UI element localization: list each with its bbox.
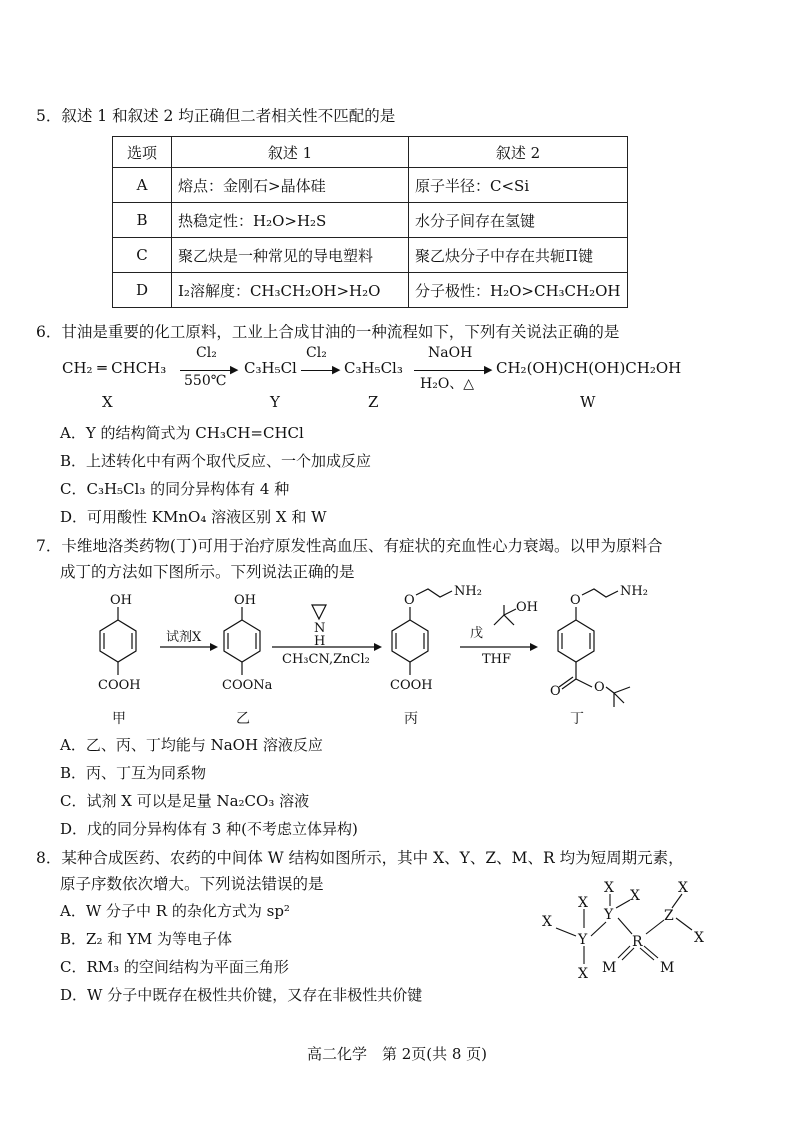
- row-statement-2: 原子半径：C<Si: [409, 168, 628, 203]
- label-w: W: [580, 393, 596, 411]
- arrow2-reagent: Cl₂: [306, 345, 327, 361]
- atom-y: Y: [578, 932, 588, 948]
- q7-option-c: C．试剂 X 可以是足量 Na₂CO₃ 溶液: [60, 792, 310, 810]
- q6-option-d: D．可用酸性 KMnO₄ 溶液区别 X 和 W: [60, 508, 327, 526]
- header-statement-1: 叙述 1: [172, 137, 409, 168]
- atom-x: X: [578, 966, 588, 982]
- atom-x: X: [578, 895, 588, 911]
- q7-option-b: B．丙、丁互为同系物: [60, 764, 207, 782]
- row-option: C: [113, 238, 172, 273]
- arrow-head: [530, 643, 538, 651]
- atom-x: X: [678, 880, 688, 896]
- atom-z: Z: [664, 908, 674, 924]
- q8-structure-w: [536, 878, 722, 984]
- table-row: [113, 273, 628, 308]
- atom-m: M: [660, 960, 675, 976]
- q5-stem: 5．叙述 1 和叙述 2 均正确但二者相关性不匹配的是: [36, 107, 396, 125]
- q6-stem: 6．甘油是重要的化工原料，工业上合成甘油的一种流程如下，下列有关说法正确的是: [36, 323, 620, 341]
- label-y: Y: [270, 393, 280, 411]
- arrow-head: [210, 643, 218, 651]
- ding-carbonyl-o: O: [550, 684, 561, 699]
- row-statement-2: 聚乙炔分子中存在共轭Π键: [409, 238, 628, 273]
- q6-option-b: B．上述转化中有两个取代反应、一个加成反应: [60, 452, 372, 470]
- q6-reaction-scheme: [0, 345, 794, 415]
- arrow3-line: [414, 370, 490, 371]
- atom-x: X: [630, 888, 640, 904]
- arrow3-head: ▶: [484, 363, 493, 376]
- q8-option-c: C．RM₃ 的空间结构为平面三角形: [60, 958, 289, 976]
- bing-nh2: NH₂: [454, 584, 482, 599]
- q7-option-d: D．戊的同分异构体有 3 种(不考虑立体异构): [60, 820, 358, 838]
- table-row: [113, 203, 628, 238]
- table-row: [113, 168, 628, 203]
- atom-x: X: [604, 880, 614, 896]
- table-row: [113, 238, 628, 273]
- arrow-head: [374, 643, 382, 651]
- label-x: X: [102, 393, 113, 411]
- q6-option-c: C．C₃H₅Cl₃ 的同分异构体有 4 种: [60, 480, 290, 498]
- jia-oh: OH: [110, 593, 132, 608]
- arrow1-line: [180, 370, 236, 371]
- q7-stem-line2: 成丁的方法如下图所示。下列说法正确的是: [60, 563, 355, 581]
- atom-r: R: [632, 934, 643, 950]
- species-x: CH₂ ═ CHCH₃: [62, 359, 167, 377]
- condition-2: CH₃CN,ZnCl₂: [282, 652, 370, 667]
- arrow3-reagent: NaOH: [428, 345, 473, 361]
- q7-option-a: A．乙、丙、丁均能与 NaOH 溶液反应: [60, 736, 323, 754]
- q8-option-b: B．Z₂ 和 YM 为等电子体: [60, 930, 233, 948]
- row-option: D: [113, 273, 172, 308]
- ding-o: O: [570, 593, 581, 608]
- species-z: C₃H₅Cl₃: [344, 359, 403, 377]
- yi-coona: COONa: [222, 678, 273, 693]
- q5-table: [112, 136, 628, 308]
- yi-oh: OH: [234, 593, 256, 608]
- q8-option-a: A．W 分子中 R 的杂化方式为 sp²: [60, 902, 290, 920]
- atom-x: X: [542, 914, 552, 930]
- ding-nh2: NH₂: [620, 584, 648, 599]
- solvent-thf: THF: [482, 652, 512, 667]
- label-jia: 甲: [112, 711, 126, 727]
- q8-stem-line2: 原子序数依次增大。下列说法错误的是: [60, 875, 324, 893]
- bing-cooh: COOH: [390, 678, 433, 693]
- row-statement-1: 热稳定性：H₂O>H₂S: [172, 203, 409, 238]
- label-ding: 丁: [570, 711, 584, 727]
- aziridine-h: H: [314, 634, 326, 649]
- q6-option-a: A．Y 的结构简式为 CH₃CH=CHCl: [60, 424, 304, 442]
- row-option: A: [113, 168, 172, 203]
- row-statement-1: 聚乙炔是一种常见的导电塑料: [172, 238, 409, 273]
- q7-stem-line1: 7．卡维地洛类药物(丁)可用于治疗原发性高血压、有症状的充血性心力衰竭。以甲为原料合: [36, 537, 663, 555]
- arrow2-head: ▶: [332, 363, 341, 376]
- wu-oh: OH: [516, 600, 538, 615]
- row-option: B: [113, 203, 172, 238]
- label-yi: 乙: [236, 711, 250, 727]
- aziridine-n: N: [314, 621, 326, 636]
- header-option: 选项: [113, 137, 172, 168]
- jia-cooh: COOH: [98, 678, 141, 693]
- arrow1-reagent: Cl₂: [196, 345, 217, 361]
- row-statement-2: 分子极性：H₂O>CH₃CH₂OH: [409, 273, 628, 308]
- q8-stem-line1: 8．某种合成医药、农药的中间体 W 结构如图所示，其中 X、Y、Z、M、R 均为短周期元素，: [36, 849, 684, 867]
- ding-ester-o: O: [594, 680, 605, 695]
- reagent-wu: 戊: [470, 626, 484, 641]
- species-w: CH₂(OH)CH(OH)CH₂OH: [496, 359, 682, 377]
- q7-reaction-scheme: [0, 583, 794, 733]
- atom-m: M: [602, 960, 617, 976]
- arrow1-head: ▶: [230, 363, 239, 376]
- species-y: C₃H₅Cl: [244, 359, 297, 377]
- arrow1-condition: 550℃: [184, 373, 227, 389]
- atom-y: Y: [604, 907, 614, 923]
- q8-option-d: D．W 分子中既存在极性共价键，又存在非极性共价键: [60, 986, 423, 1004]
- reagent-x: 试剂X: [166, 630, 202, 645]
- label-z: Z: [368, 393, 379, 411]
- row-statement-1: I₂溶解度：CH₃CH₂OH>H₂O: [172, 273, 409, 308]
- table-header-row: [113, 137, 628, 168]
- page-footer: 高二化学 第 2页(共 8 页): [306, 1045, 488, 1063]
- atom-x: X: [694, 930, 704, 946]
- header-statement-2: 叙述 2: [409, 137, 628, 168]
- row-statement-1: 熔点：金刚石>晶体硅: [172, 168, 409, 203]
- label-bing: 丙: [404, 711, 418, 727]
- bing-o: O: [404, 593, 415, 608]
- arrow3-condition: H₂O、△: [420, 376, 475, 392]
- row-statement-2: 水分子间存在氢键: [409, 203, 628, 238]
